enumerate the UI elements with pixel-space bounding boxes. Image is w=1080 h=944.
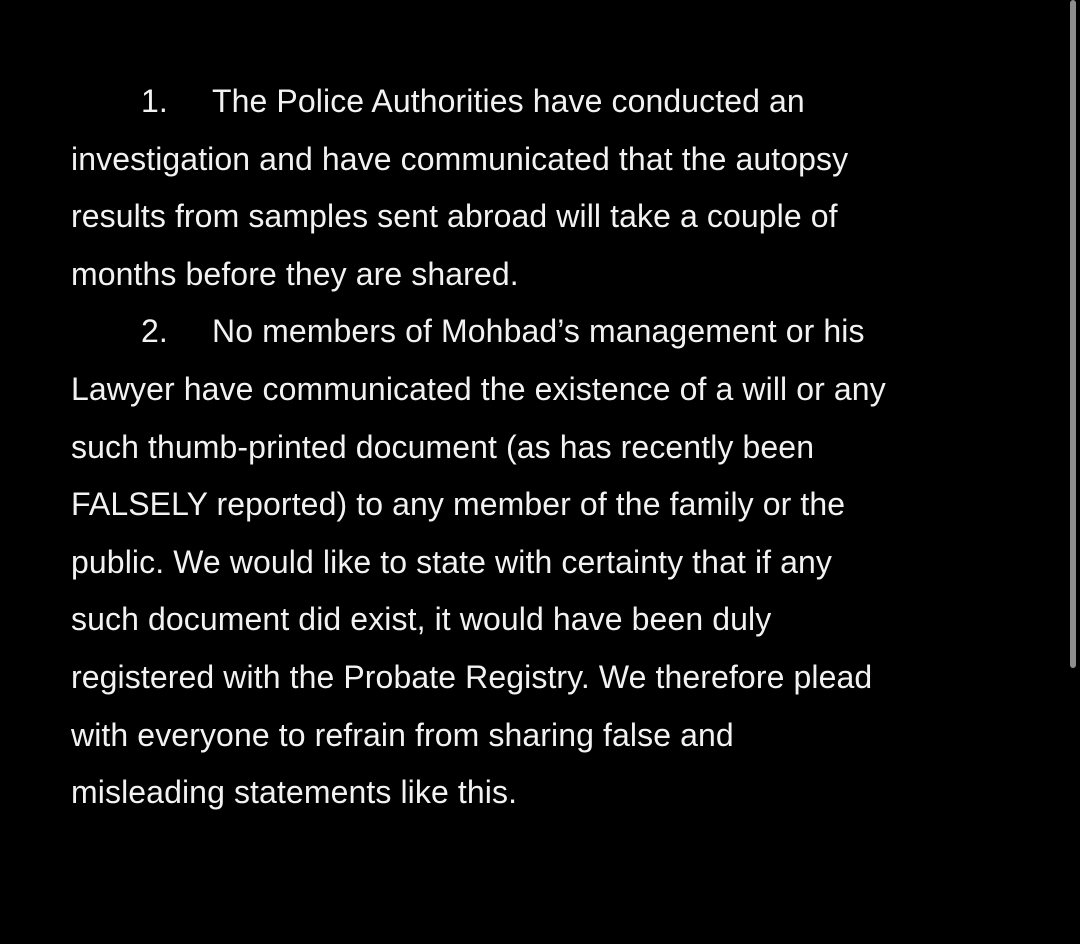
text-line: Lawyer have communicated the existence of a will or any (71, 370, 886, 407)
text-line: with everyone to refrain from sharing false and (71, 716, 734, 753)
text-line: FALSELY reported) to any member of the family or the (71, 486, 846, 523)
list-number: 1. (141, 83, 168, 119)
text-line: misleading statements like this. (71, 774, 518, 811)
text-line: investigation and have communicated that the autopsy (71, 140, 849, 177)
list-item-text: No members of Mohbad’s management or his (212, 313, 865, 350)
statement-document (71, 73, 1011, 822)
text-line: months before they are shared. (71, 255, 519, 292)
text-line: registered with the Probate Registry. We therefore plead (71, 658, 873, 695)
text-line: results from samples sent abroad will take a couple of (71, 198, 838, 235)
list-number: 2. (141, 313, 168, 350)
text-line: such document did exist, it would have been duly (71, 601, 772, 638)
list-item-text: The Police Authorities have conducted an (212, 83, 805, 119)
list-item-first-line (71, 303, 1011, 361)
text-line: public. We would like to state with certainty that if any (71, 543, 833, 580)
list-item (71, 303, 1011, 821)
list-item (71, 73, 1011, 303)
list-item-first-line (71, 73, 1011, 131)
scrollbar[interactable] (1070, 0, 1076, 668)
text-line: such thumb-printed document (as has recently been (71, 428, 815, 465)
